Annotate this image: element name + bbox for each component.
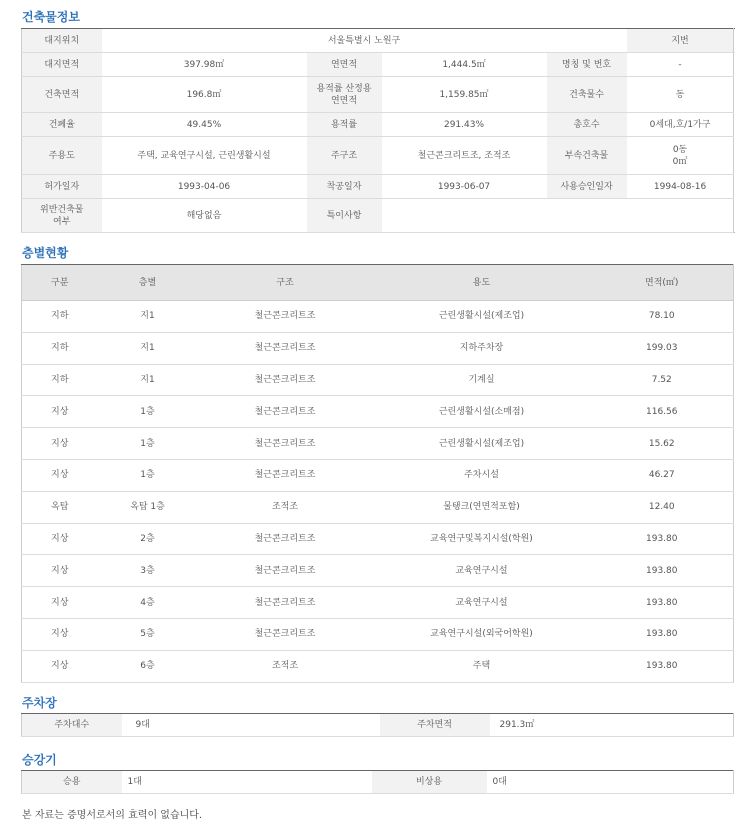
floor-structure: 철근콘크리트조 [198, 396, 373, 428]
field-label: 총호수 [547, 113, 627, 137]
elevator-title: 승강기 [22, 753, 57, 767]
floor-usage: 주차시설 [373, 459, 591, 491]
floor-usage: 교육연구및복지시설(학원) [373, 523, 591, 555]
floor-area: 78.10 [591, 301, 734, 333]
floor-usage: 교육연구시설(외국어학원) [373, 618, 591, 650]
disclaimer-note: 본 자료는 증명서로서의 효력이 없습니다. [22, 810, 203, 821]
floor-area: 193.80 [591, 523, 734, 555]
field-value: 주택, 교육연구시설, 근린생활시설 [102, 137, 307, 175]
floor-level: 지1 [98, 301, 198, 333]
floor-type: 옥탑 [22, 491, 98, 523]
table-row [22, 523, 734, 555]
floor-area: 12.40 [591, 491, 734, 523]
floor-level: 4층 [98, 587, 198, 619]
floors-table [21, 264, 734, 683]
elevator-table [21, 770, 734, 794]
elevator-row [22, 771, 734, 794]
floor-level: 2층 [98, 523, 198, 555]
field-value: 1,159.85㎡ [382, 77, 547, 113]
floor-structure: 철근콘크리트조 [198, 523, 373, 555]
floor-structure: 철근콘크리트조 [198, 364, 373, 396]
elevator-passenger-label: 승용 [22, 771, 122, 794]
building-info-row [22, 29, 734, 53]
field-label: 건축물수 [547, 77, 627, 113]
floor-structure: 철근콘크리트조 [198, 332, 373, 364]
field-value: 동 [627, 77, 734, 113]
floor-type: 지상 [22, 396, 98, 428]
field-value: 1993-04-06 [102, 175, 307, 199]
table-row [22, 587, 734, 619]
floor-level: 1층 [98, 396, 198, 428]
building-info-row [22, 175, 734, 199]
floor-type: 지상 [22, 650, 98, 682]
building-info-row [22, 113, 734, 137]
floor-type: 지상 [22, 428, 98, 460]
floor-level: 1층 [98, 428, 198, 460]
floor-usage: 근린생활시설(제조업) [373, 428, 591, 460]
field-label: 주용도 [22, 137, 102, 175]
floor-structure: 철근콘크리트조 [198, 587, 373, 619]
field-value: 1993-06-07 [382, 175, 547, 199]
floors-title: 층별현황 [22, 246, 69, 260]
field-label: 연면적 [307, 53, 382, 77]
col-header-floor: 층별 [98, 265, 198, 301]
floor-usage: 근린생활시설(소매점) [373, 396, 591, 428]
floor-area: 116.56 [591, 396, 734, 428]
field-label: 대지위치 [22, 29, 102, 53]
floor-structure: 철근콘크리트조 [198, 459, 373, 491]
floor-area: 46.27 [591, 459, 734, 491]
field-label: 부속건축물 [547, 137, 627, 175]
floor-usage: 주택 [373, 650, 591, 682]
floor-level: 6층 [98, 650, 198, 682]
field-label: 명칭 및 번호 [547, 53, 627, 77]
elevator-emergency-value: 0대 [487, 771, 734, 794]
table-row [22, 618, 734, 650]
floor-usage: 기계실 [373, 364, 591, 396]
floor-usage: 교육연구시설 [373, 555, 591, 587]
table-row [22, 301, 734, 333]
floor-level: 옥탑 1층 [98, 491, 198, 523]
floor-type: 지하 [22, 364, 98, 396]
floor-area: 15.62 [591, 428, 734, 460]
table-row [22, 459, 734, 491]
field-label: 용적률 산정용 연면적 [307, 77, 382, 113]
field-value: - [627, 53, 734, 77]
floor-type: 지상 [22, 555, 98, 587]
parking-title: 주차장 [22, 696, 57, 710]
table-row [22, 491, 734, 523]
floor-structure: 철근콘크리트조 [198, 555, 373, 587]
table-row [22, 428, 734, 460]
floor-structure: 철근콘크리트조 [198, 618, 373, 650]
floor-area: 193.80 [591, 618, 734, 650]
field-value: 0세대,호/1가구 [627, 113, 734, 137]
floor-area: 193.80 [591, 650, 734, 682]
table-row [22, 555, 734, 587]
field-label: 지번 [627, 29, 734, 53]
field-value [382, 199, 734, 233]
floor-type: 지하 [22, 301, 98, 333]
parking-count-label: 주차대수 [22, 714, 122, 737]
col-header-usage: 용도 [373, 265, 591, 301]
floor-structure: 조적조 [198, 491, 373, 523]
field-value: 0동 0㎡ [627, 137, 734, 175]
floor-usage: 물탱크(연면적포함) [373, 491, 591, 523]
col-header-structure: 구조 [198, 265, 373, 301]
floor-type: 지하 [22, 332, 98, 364]
field-value: 196.8㎡ [102, 77, 307, 113]
field-label: 건축면적 [22, 77, 102, 113]
building-info-table [21, 28, 734, 233]
field-value: 철근콘크리트조, 조적조 [382, 137, 547, 175]
floor-area: 193.80 [591, 555, 734, 587]
field-value: 397.98㎡ [102, 53, 307, 77]
building-info-row [22, 53, 734, 77]
building-info-title: 건축물정보 [22, 10, 80, 24]
floor-level: 5층 [98, 618, 198, 650]
parking-area-label: 주차면적 [380, 714, 490, 737]
field-label: 대지면적 [22, 53, 102, 77]
parking-table [21, 713, 734, 737]
floors-header-row [22, 265, 734, 301]
building-info-row [22, 77, 734, 113]
floor-structure: 조적조 [198, 650, 373, 682]
table-row [22, 650, 734, 682]
field-value: 해당없음 [102, 199, 307, 233]
parking-row [22, 714, 734, 737]
floor-structure: 철근콘크리트조 [198, 428, 373, 460]
col-header-type: 구분 [22, 265, 98, 301]
field-value: 서울특별시 노원구 [102, 29, 627, 53]
floor-type: 지상 [22, 459, 98, 491]
field-label: 주구조 [307, 137, 382, 175]
floor-level: 3층 [98, 555, 198, 587]
field-label: 용적률 [307, 113, 382, 137]
floor-type: 지상 [22, 523, 98, 555]
field-label: 건폐율 [22, 113, 102, 137]
floor-usage: 근린생활시설(제조업) [373, 301, 591, 333]
parking-area-value: 291.3㎡ [490, 714, 734, 737]
floor-area: 193.80 [591, 587, 734, 619]
floor-usage: 지하주차장 [373, 332, 591, 364]
field-label: 사용승인일자 [547, 175, 627, 199]
floor-level: 지1 [98, 364, 198, 396]
floor-area: 7.52 [591, 364, 734, 396]
floor-type: 지상 [22, 587, 98, 619]
table-row [22, 332, 734, 364]
table-row [22, 396, 734, 428]
col-header-area: 면적(㎡) [591, 265, 734, 301]
parking-count-value: 9대 [122, 714, 380, 737]
floor-usage: 교육연구시설 [373, 587, 591, 619]
field-value: 49.45% [102, 113, 307, 137]
field-value: 1994-08-16 [627, 175, 734, 199]
field-label: 허가일자 [22, 175, 102, 199]
field-value: 1,444.5㎡ [382, 53, 547, 77]
floor-level: 1층 [98, 459, 198, 491]
field-label: 특이사항 [307, 199, 382, 233]
building-info-row [22, 137, 734, 175]
field-value: 291.43% [382, 113, 547, 137]
floor-level: 지1 [98, 332, 198, 364]
elevator-passenger-value: 1대 [122, 771, 372, 794]
building-info-row [22, 199, 734, 233]
field-label: 착공일자 [307, 175, 382, 199]
elevator-emergency-label: 비상용 [372, 771, 487, 794]
table-row [22, 364, 734, 396]
floor-structure: 철근콘크리트조 [198, 301, 373, 333]
field-label: 위반건축물 여부 [22, 199, 102, 233]
floor-area: 199.03 [591, 332, 734, 364]
floor-type: 지상 [22, 618, 98, 650]
